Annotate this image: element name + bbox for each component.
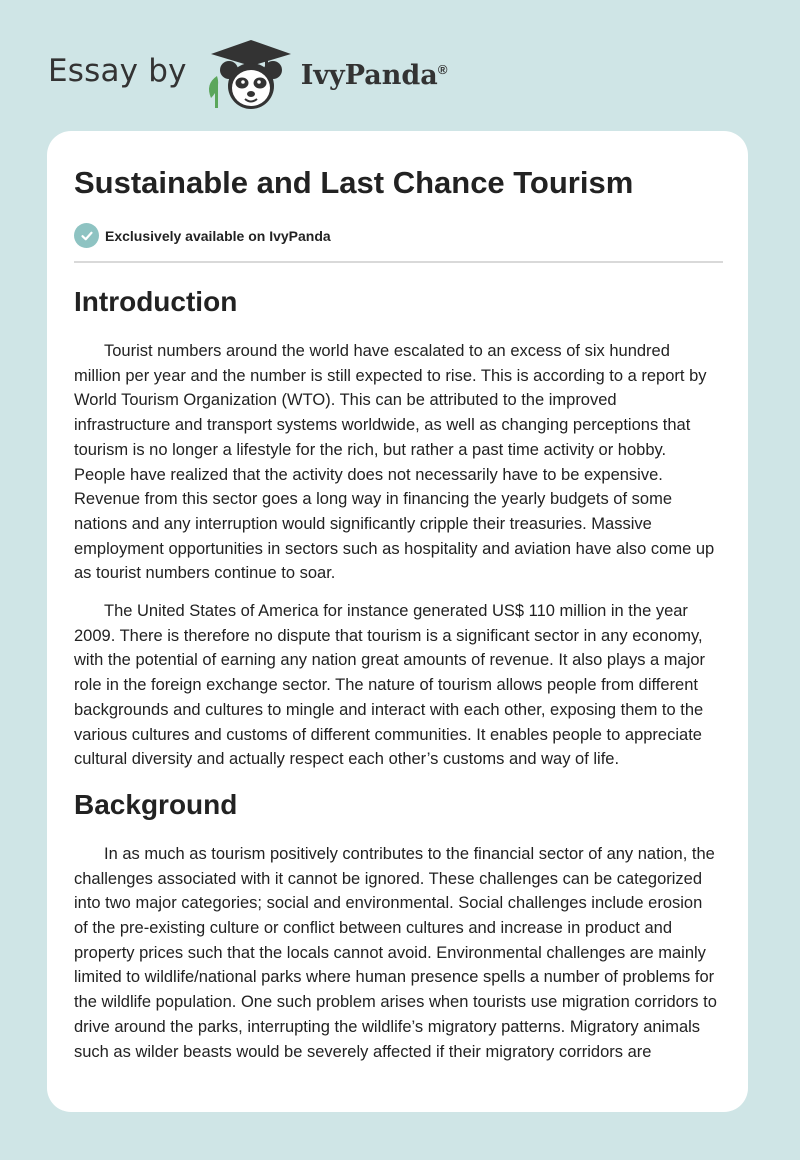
- page-title: Sustainable and Last Chance Tourism: [74, 165, 634, 200]
- paragraph: The United States of America for instance generated US$ 110 million in the year 2009. There is therefore no dispute that tourism is a significant sector in any economy, with the potential of earning any nation great amounts of revenue. It also plays a major role in the foreign exchange sector. The nature of tourism allows people from different backgrounds and cultures to mingle and interact with each other, exposing them to the various cultures and customs of different communities. It enables people to appreciate cultural diversity and actually respect each other’s customs and way of life.: [74, 602, 706, 769]
- section-heading-background: Background: [74, 788, 238, 820]
- essay-card: [47, 131, 748, 1112]
- brand-name: IvyPanda®: [300, 59, 448, 91]
- divider: [74, 261, 723, 263]
- essay-body: [74, 281, 723, 1064]
- paragraph: Tourist numbers around the world have escalated to an excess of six hundred million per year and the number is still expected to rise. This is according to a report by World Tourism Organization (WTO). This can be attributed to the improved infrastructure and transport systems worldwide, as well as changing perceptions that tourism is no longer a lifestyle for the rich, but rather a past time activity or hobby. People have realized that the activity does not necessarily have to be expensive. Revenue from this sector goes a long way in financing the yearly budgets of some nations and any interruption would significantly cripple their treasuries. Massive employment opportunities in sectors such as hospitality and aviation have also come up as tourist numbers continue to soar.: [74, 342, 715, 583]
- section-heading-introduction: Introduction: [74, 286, 238, 317]
- exclusive-badge: [74, 223, 331, 248]
- check-icon: [74, 223, 99, 248]
- brand-header: [48, 34, 447, 114]
- paragraph: In as much as tourism positively contributes to the financial sector of any nation, the challenges associated with it cannot be ignored. These challenges can be categorized into two major categories; social and environmental. Social challenges include erosion of the pre-existing culture or conflict between cultures and increase in product and property prices such that the locals cannot avoid. Environmental challenges are mainly limited to wildlife/national parks where human presence spells a number of problems for the wildlife population. One such problem arises when tourists use migration corridors to drive around the parks, interrupting the wildlife’s migratory patterns. Migratory animals such as wilder beasts would be severely affected if their migratory corridors are: [74, 844, 717, 1061]
- panda-graduate-icon: [205, 36, 297, 112]
- essay-by-label: Essay by: [48, 53, 187, 89]
- exclusive-badge-label: Exclusively available on IvyPanda: [105, 227, 331, 244]
- registered-mark: ®: [437, 61, 448, 77]
